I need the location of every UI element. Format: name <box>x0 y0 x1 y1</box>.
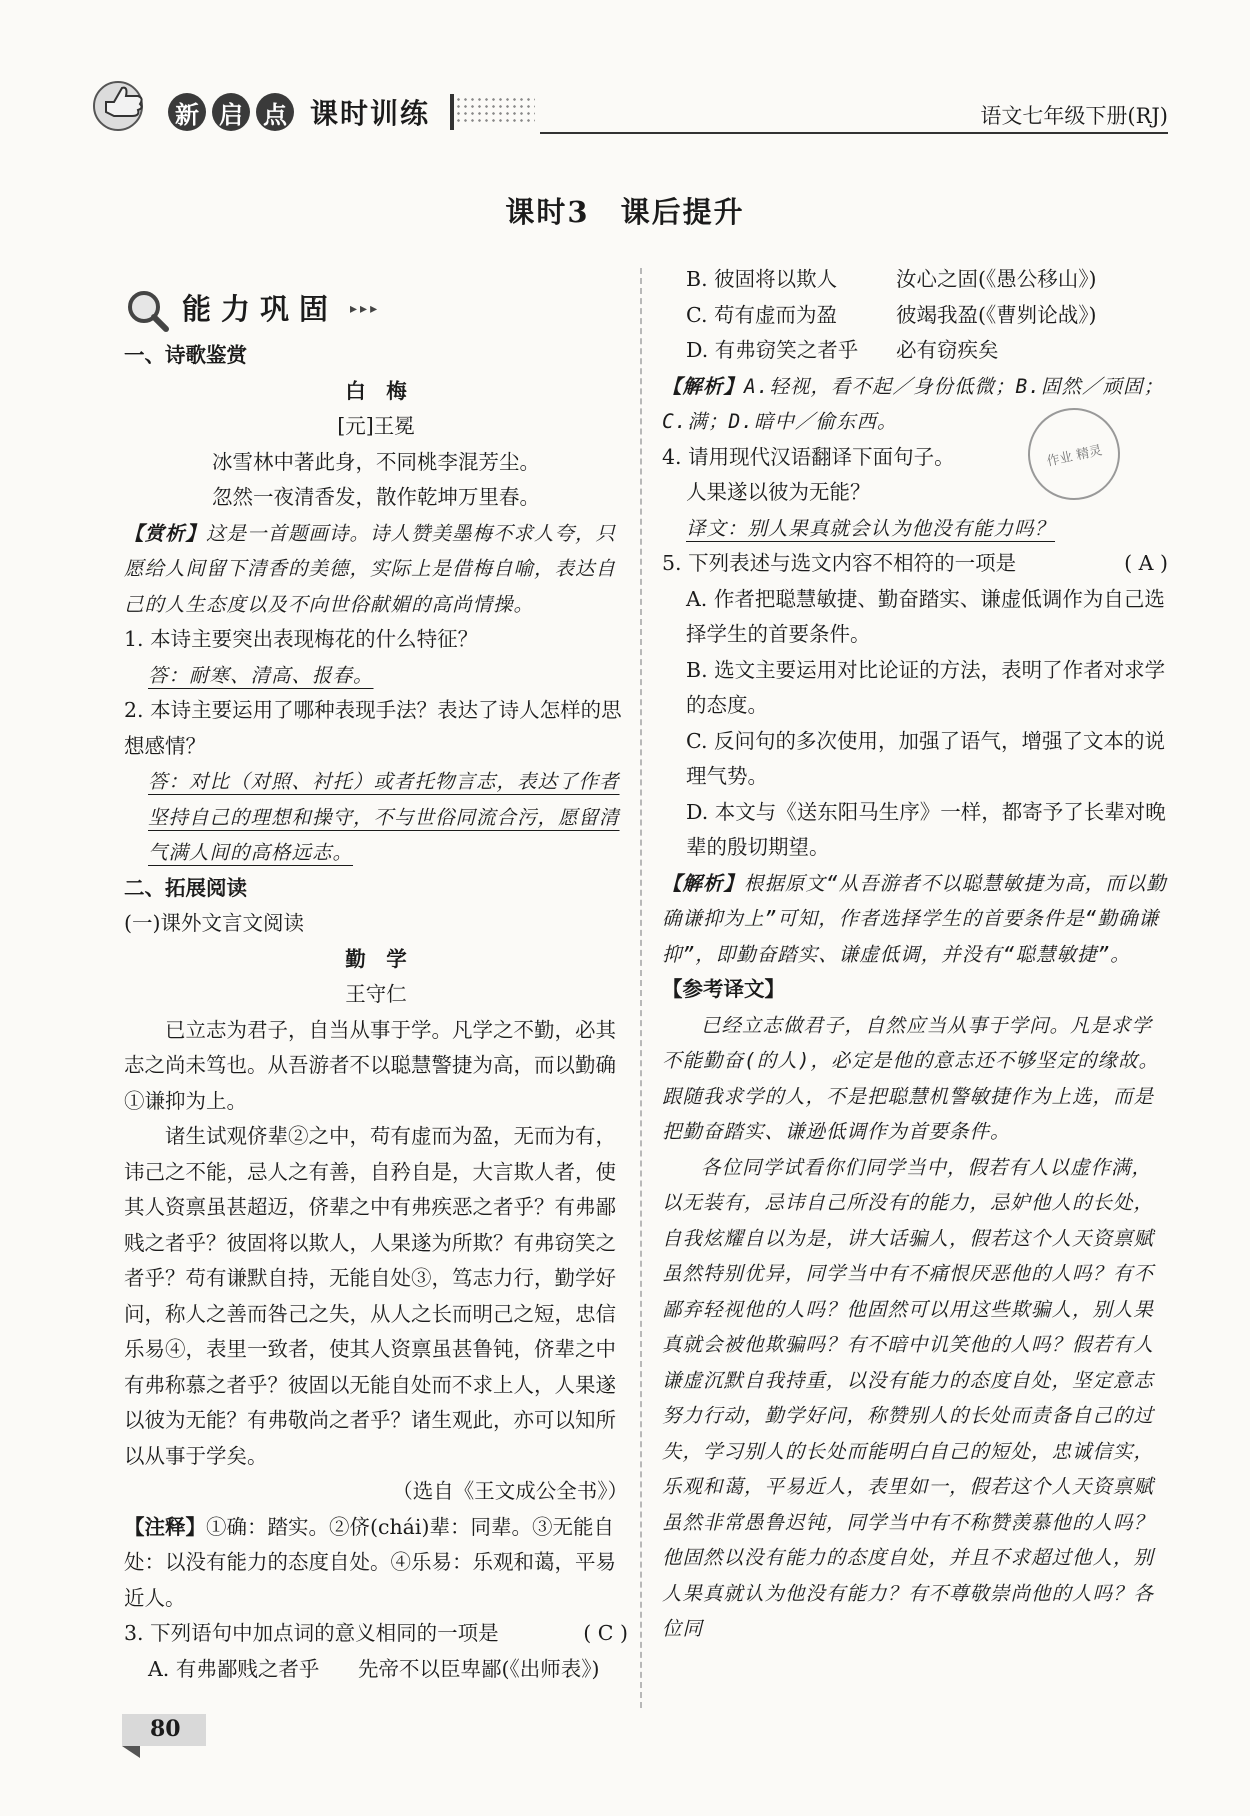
sub-heading: (一)课外文言文阅读 <box>124 911 304 935</box>
stamp-text: 作业 精灵 <box>1045 442 1104 470</box>
option-left: A. 有弗鄙贱之者乎 <box>148 1656 320 1681</box>
answer-1: 答：耐寒、清高、报春。 <box>148 663 374 687</box>
question-1: 1. 本诗主要突出表现梅花的什么特征？ <box>124 627 479 651</box>
poem-line: 忽然一夜清香发，散作乾坤万里春。 <box>212 485 540 509</box>
appreciation-label: 【赏析】 <box>124 521 207 545</box>
question-4-sentence: 人果遂以彼为无能？ <box>686 480 871 504</box>
poem-line: 冰雪林中著此身，不同桃李混芳尘。 <box>212 449 540 474</box>
question-2: 2. 本诗主要运用了哪种表现手法？表达了诗人怎样的思想感情？ <box>124 698 622 758</box>
option-row <box>662 333 1168 369</box>
option-right: 汝心之固(《愚公移山》) <box>896 267 1097 291</box>
notes-text: ①确：踏实。②侪(chái)辈：同辈。③无能自处：以没有能力的态度自处。④乐易：乐观和蔼，平易近人。 <box>124 1514 616 1610</box>
option: B. 选文主要运用对比论证的方法，表明了作者对求学的态度。 <box>686 657 1166 717</box>
question-5-text: 5. 下列表述与选文内容不相符的一项是 <box>662 551 1017 575</box>
text-paragraph: 诸生试观侪辈②之中，苟有虚而为盈，无而为有，讳己之不能，忌人之有善，自矜自是，大言欺人者，使其人资禀虽甚超迈，侪辈之中有弗疾恶之者乎？有弗鄙贱之者乎？彼固将以欺人，人果遂为所欺？有弗窃笑之者乎？苟有谦默自持，无能自处③，笃志力行，勤学好问，称人之善而咎己之失，从人之长而明己之短，忠信乐易④，表里一致者，使其人资禀虽甚鲁钝，侪辈之中有弗称慕之者乎？彼固以无能自处而不求上人，人果遂以彼为无能？有弗敬尚之者乎？诸生观此，亦可以知所以从事于学矣。 <box>124 1124 616 1468</box>
triangle-arrows-icon: ▸▸▸ <box>350 301 381 318</box>
dot-pattern <box>455 96 535 126</box>
question-3 <box>124 1616 628 1652</box>
divider <box>450 94 454 130</box>
header-rule <box>540 132 1168 134</box>
answer-4: 译文：别人果真就会认为他没有能力吗？ <box>686 516 1056 540</box>
answer-choice: ( A ) <box>1124 551 1168 575</box>
analysis-text: A.轻视，看不起／身份低微；B.固然／顽固；C.满；D.暗中／偷东西。 <box>662 374 1164 433</box>
answer-choice: ( C ) <box>583 1621 628 1645</box>
poem-title: 白 梅 <box>345 378 407 403</box>
text-title: 勤 学 <box>345 946 407 971</box>
option: D. 本文与《送东阳马生序》一样，都寄予了长辈对晚辈的殷切期望。 <box>686 799 1166 859</box>
option: A. 作者把聪慧敏捷、勤奋踏实、谦虚低调作为自己选择学生的首要条件。 <box>686 586 1165 646</box>
part-heading: 二、拓展阅读 <box>124 875 247 900</box>
appreciation <box>124 516 628 623</box>
magnifier-icon <box>124 287 170 333</box>
analysis-text: 根据原文“从吾游者不以聪慧敏捷为高，而以勤确谦抑为上”可知，作者选择学生的首要条件是“勤确谦抑”，即勤奋踏实、谦虚低调，并没有“聪慧敏捷”。 <box>662 871 1167 966</box>
option-row <box>662 298 1168 334</box>
option-right: 先帝不以臣卑鄙(《出师表》) <box>358 1656 600 1681</box>
answer-2: 答：对比（对照、衬托）或者托物言志，表达了作者坚持自己的理想和操守，不与世俗同流合污，愿留清气满人间的高格远志。 <box>148 770 620 864</box>
option-row <box>662 262 1168 298</box>
column-separator <box>640 268 642 1708</box>
reference-paragraph: 已经立志做君子，自然应当从事于学问。凡是求学不能勤奋(的人)，必定是他的意志还不够坚定的缘故。跟随我求学的人，不是把聪慧机警敏捷作为上选，而是把勤奋踏实、谦逊低调作为首要条件。 <box>662 1013 1159 1143</box>
option-left: D. 有弗窃笑之者乎 <box>686 338 859 362</box>
analysis-label: 【解析】 <box>662 374 745 398</box>
question-4: 4. 请用现代汉语翻译下面句子。 <box>662 444 955 469</box>
text-author: 王守仁 <box>345 982 407 1006</box>
book-label: 语文七年级下册(RJ) <box>980 104 1168 128</box>
brand <box>168 92 454 132</box>
lesson-title: 课时3 课后提升 <box>505 195 745 229</box>
option: C. 反问句的多次使用，加强了语气，增强了文本的说理气势。 <box>686 728 1165 788</box>
page-number: 80 <box>150 1716 181 1742</box>
reference-label: 【参考译文】 <box>662 977 785 1001</box>
notes <box>124 1510 628 1617</box>
option-right: 彼竭我盈(《曹刿论战》) <box>896 302 1097 327</box>
section-title: 能力巩固 <box>182 292 339 327</box>
brand-char: 启 <box>212 93 250 131</box>
corner-triangle-icon <box>122 1746 140 1758</box>
part-heading: 一、诗歌鉴赏 <box>124 343 247 367</box>
option-right: 必有窃疾矣 <box>896 338 999 362</box>
section-header <box>124 282 628 338</box>
analysis-label: 【解析】 <box>662 871 745 895</box>
question-5 <box>662 546 1168 582</box>
option-row <box>124 1652 628 1688</box>
reference-paragraph: 各位同学试看你们同学当中，假若有人以虚作满，以无装有，忌讳自己所没有的能力，忌妒他人的长处，自我炫耀自以为是，讲大话骗人，假若这个人天资禀赋虽然特别优异，同学当中有不痛恨厌恶他的人吗？有不鄙弃轻视他的人吗？他固然可以用这些欺骗人，别人果真就会被他欺骗吗？有不暗中讥笑他的人吗？假若有人谦虚沉默自我持重，以没有能力的态度自处，坚定意志努力行动，勤学好问，称赞别人的长处而责备自己的过失，学习别人的长处而能明白自己的短处，忠诚信实，乐观和蔼，平易近人，表里如一，假若这个人天资禀赋虽然非常愚鲁迟钝，同学当中有不称赞羡慕他的人吗？他固然以没有能力的态度自处，并且不求超过他人，别人果真就认为他没有能力？有不尊敬崇尚他的人吗？各位同 <box>662 1155 1155 1640</box>
option-left: B. 彼固将以欺人 <box>686 267 838 291</box>
poem-author: [元]王冕 <box>337 414 415 438</box>
text-paragraph: 已立志为君子，自当从事于学。凡学之不勤，必其志之尚未笃也。从吾游者不以聪慧警捷为高，而以勤确①谦抑为上。 <box>124 1017 616 1113</box>
brand-char: 点 <box>256 93 294 131</box>
text-source: （选自《王文成公全书》） <box>392 1479 628 1503</box>
option-left: C. 苟有虚而为盈 <box>686 302 837 327</box>
analysis <box>662 866 1168 973</box>
notes-label: 【注释】 <box>124 1514 206 1539</box>
appreciation-text: 这是一首题画诗。诗人赞美墨梅不求人夸，只愿给人间留下清香的美德，实际上是借梅自喻，表达自己的人生态度以及不向世俗献媚的高尚情操。 <box>124 521 617 616</box>
brand-title: 课时训练 <box>310 97 431 130</box>
left-column <box>124 282 628 1687</box>
thumbs-up-icon <box>92 76 154 134</box>
brand-char: 新 <box>168 93 206 131</box>
question-3-text: 3. 下列语句中加点词的意义相同的一项是 <box>124 1621 499 1645</box>
